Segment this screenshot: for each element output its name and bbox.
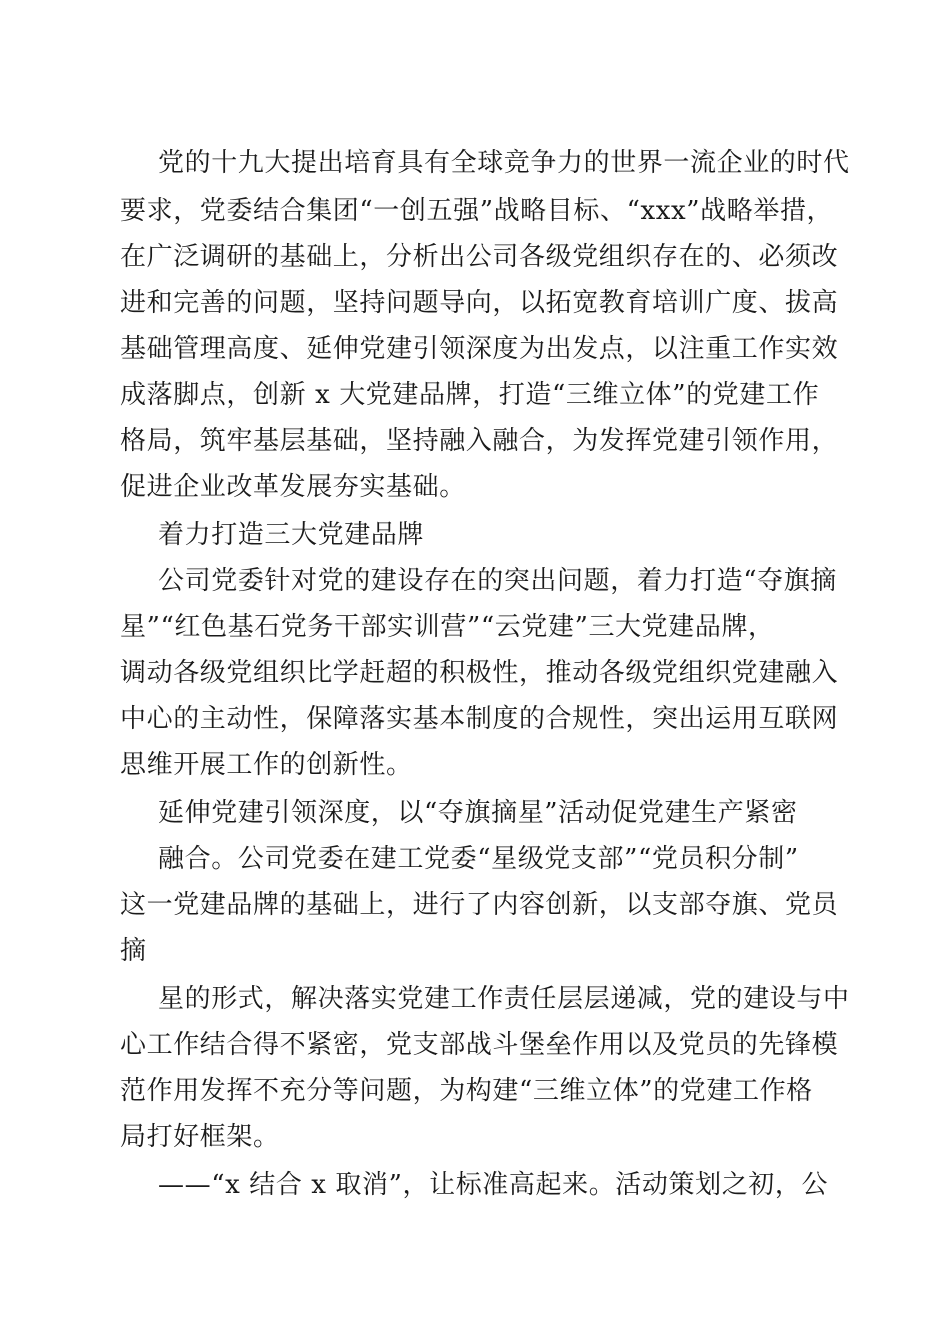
text-line: 思维开展工作的创新性。 <box>120 750 413 780</box>
text-line: 融合。公司党委在建工党委“星级党支部”“党员积分制” <box>158 844 799 874</box>
text-line: 星的形式，解决落实党建工作责任层层递减，党的建设与中 <box>158 984 850 1014</box>
section-heading: 着力打造三大党建品牌 <box>158 520 425 550</box>
text-line: 调动各级党组织比学赶超的积极性，推动各级党组织党建融入 <box>120 658 839 688</box>
text-line: 格局，筑牢基层基础，坚持融入融合，为发挥党建引领作用， <box>120 426 839 456</box>
text-line: 在广泛调研的基础上，分析出公司各级党组织存在的、必须改 <box>120 242 839 272</box>
text-line: 中心的主动性，保障落实基本制度的合规性，突出运用互联网 <box>120 704 839 734</box>
text-line: 延伸党建引领深度，以“夺旗摘星”活动促党建生产紧密 <box>158 798 798 828</box>
text-line: 局打好框架。 <box>120 1122 280 1152</box>
text-line: 要求，党委结合集团“一创五强”战略目标、“xxx”战略举措， <box>120 196 834 226</box>
text-line: 进和完善的问题，坚持问题导向，以拓宽教育培训广度、拔高 <box>120 288 839 318</box>
text-line: 范作用发挥不充分等问题，为构建“三维立体”的党建工作格 <box>120 1076 813 1106</box>
text-line: 党的十九大提出培育具有全球竞争力的世界一流企业的时代 <box>158 148 850 178</box>
text-line: 成落脚点，创新 x 大党建品牌，打造“三维立体”的党建工作 <box>120 380 820 410</box>
text-line: 公司党委针对党的建设存在的突出问题，着力打造“夺旗摘 <box>158 566 837 596</box>
text-line: ——“x 结合 x 取消”，让标准高起来。活动策划之初，公 <box>158 1170 829 1200</box>
text-line: 这一党建品牌的基础上，进行了内容创新，以支部夺旗、党员 <box>120 890 839 920</box>
text-line: 基础管理高度、延伸党建引领深度为出发点，以注重工作实效 <box>120 334 839 364</box>
text-line: 心工作结合得不紧密，党支部战斗堡垒作用以及党员的先锋模 <box>120 1030 839 1060</box>
text-line: 摘 <box>120 936 147 966</box>
text-line: 促进企业改革发展夯实基础。 <box>120 472 466 502</box>
text-line: 星”“红色基石党务干部实训营”“云党建”三大党建品牌， <box>120 612 775 642</box>
